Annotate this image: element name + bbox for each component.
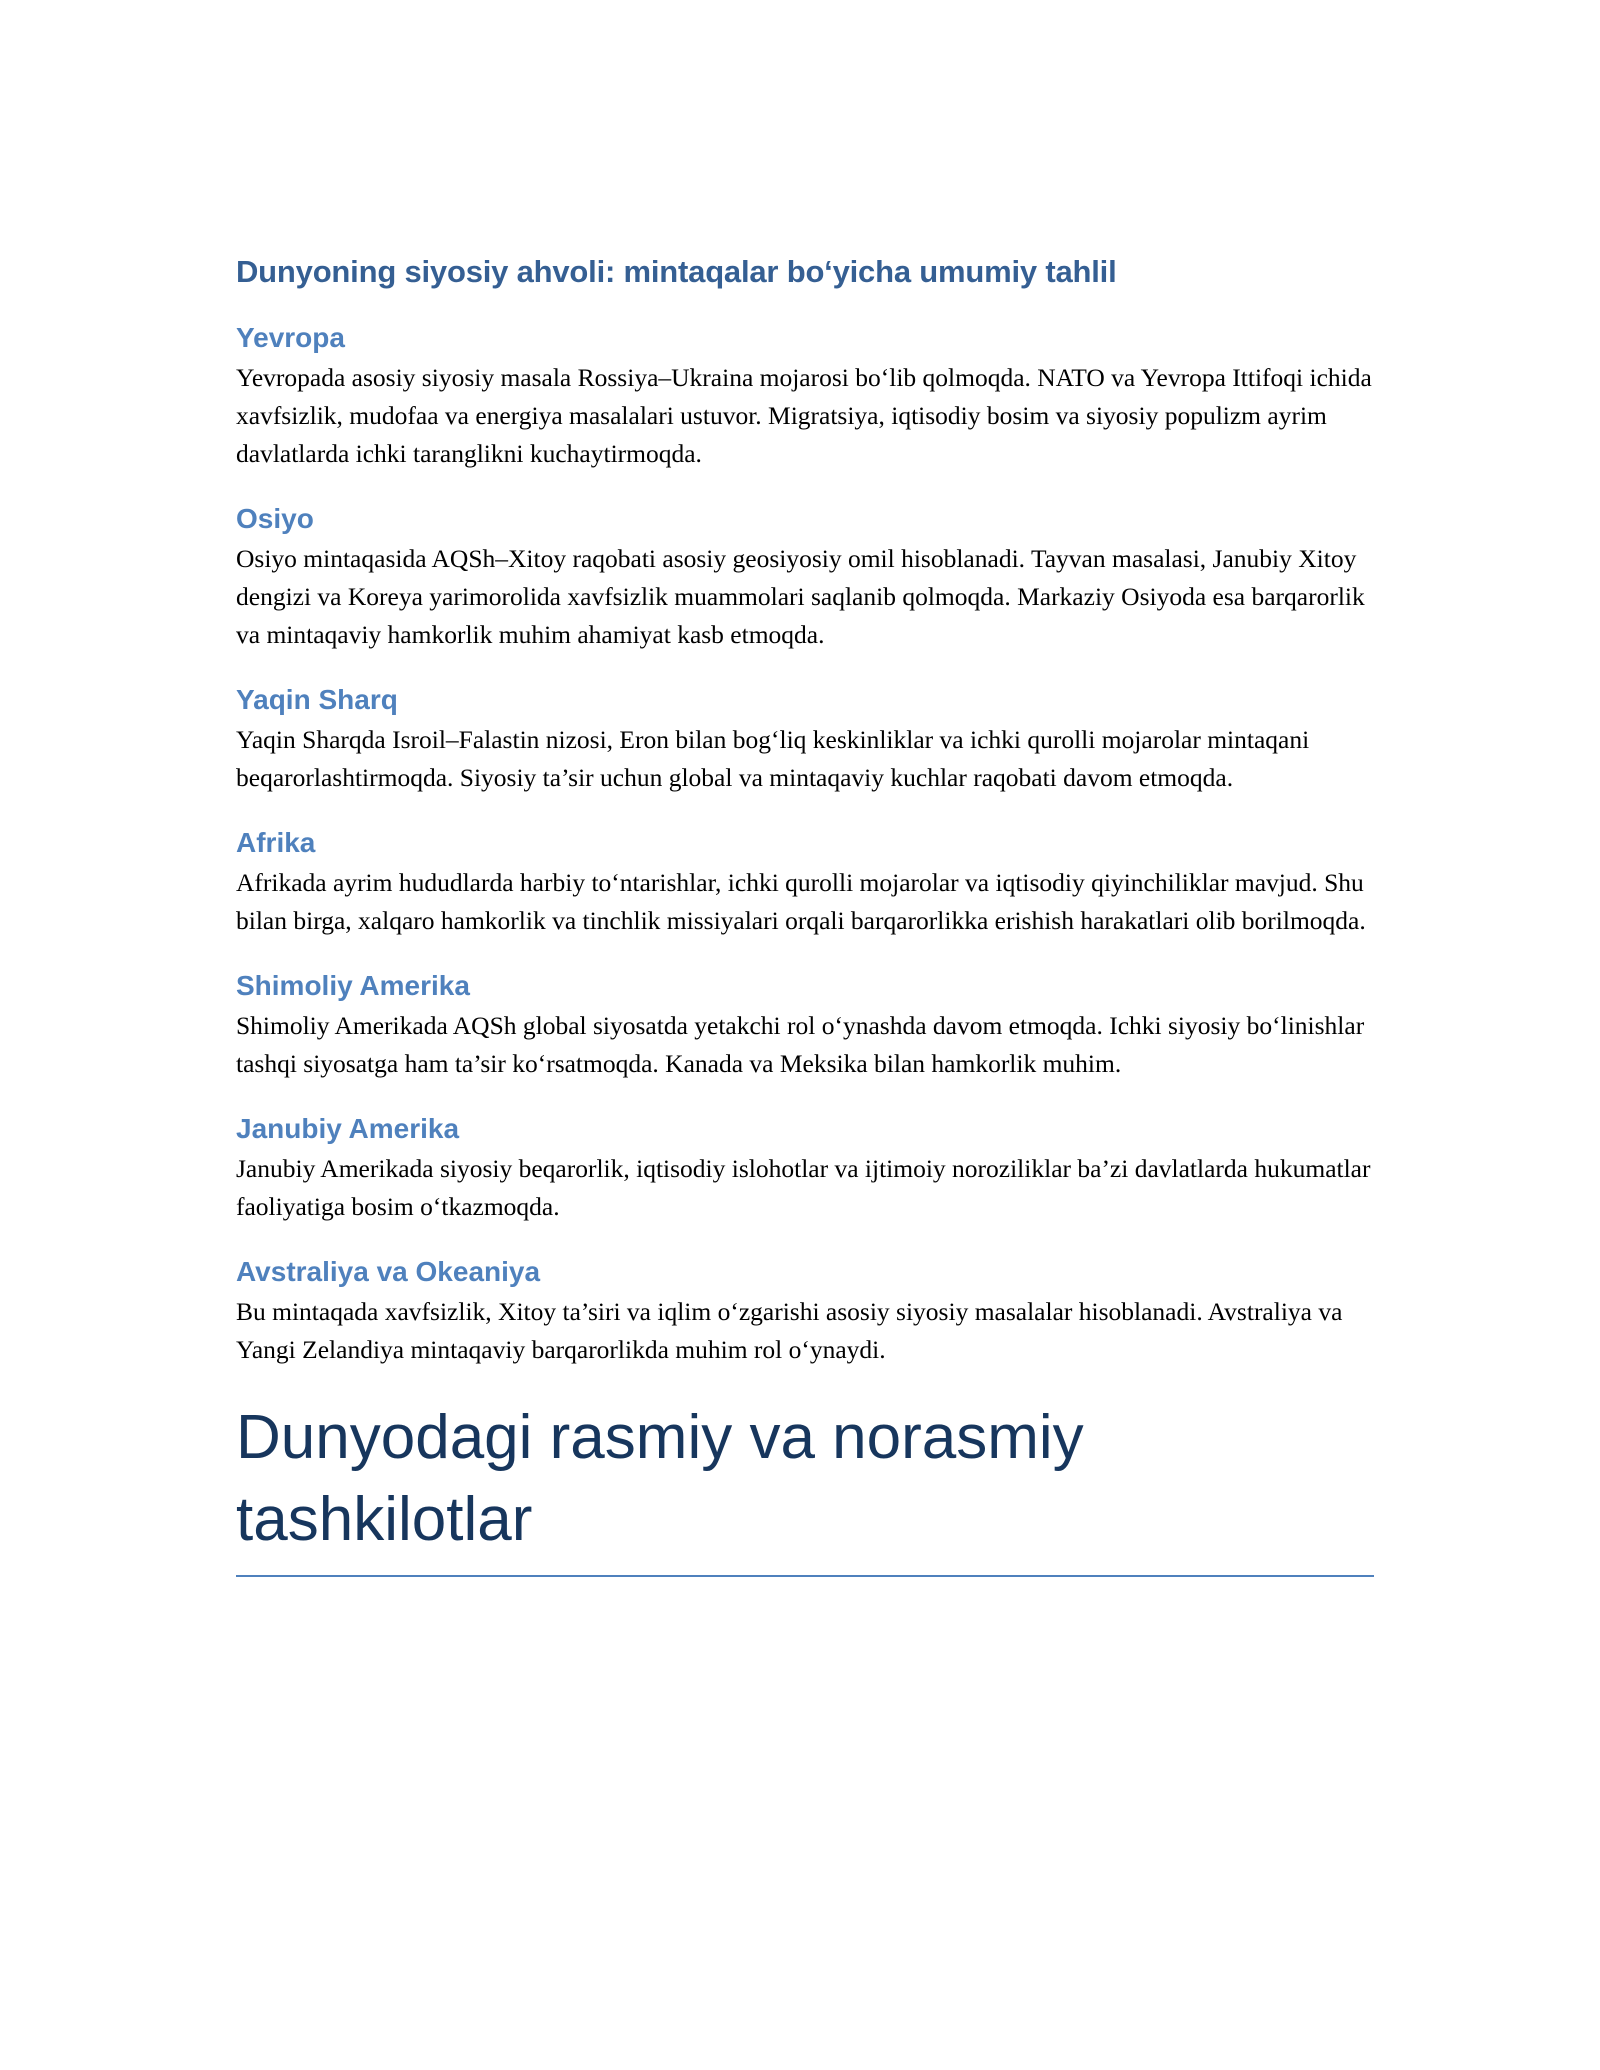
section-body: Afrikada ayrim hududlarda harbiy to‘ntarishlar, ichki qurolli mojarolar va iqtisodiy qiyinchiliklar mavjud. Shu bilan birga, xalqaro hamkorlik va tinchlik missiyalari orqali barqarorlikka erishish harakatlari olib borilmoqda. [236,868,1366,935]
section-title: Janubiy Amerika [236,1113,460,1144]
section-title: Shimoliy Amerika [236,970,470,1001]
document-heading: Dunyoning siyosiy ahvoli: mintaqalar bo‘yicha umumiy tahlil [236,254,1117,289]
section-middle-east [236,682,1374,797]
section-africa [236,825,1374,940]
section-body: Yaqin Sharqda Isroil–Falastin nizosi, Eron bilan bog‘liq keskinliklar va ichki qurolli mojarolar mintaqani beqarorlashtirmoqda. Siyosiy ta’sir uchun global va mintaqaviy kuchlar raqobati davom etmoqda. [236,725,1310,792]
section-title: Avstraliya va Okeaniya [236,1256,541,1287]
section-title: Osiyo [236,503,314,534]
section-south-america [236,1111,1374,1226]
section-title: Afrika [236,827,316,858]
section-title: Yaqin Sharq [236,684,398,715]
section-title: Yevropa [236,322,345,353]
section-north-america [236,968,1374,1083]
section-body: Shimoliy Amerikada AQSh global siyosatda yetakchi rol o‘ynashda davom etmoqda. Ichki siyosiy bo‘linishlar tashqi siyosatga ham ta’sir ko‘rsatmoqda. Kanada va Meksika bilan hamkorlik muhim. [236,1011,1365,1078]
chapter-title: Dunyodagi rasmiy va norasmiy tashkilotlar [236,1397,1374,1577]
section-body: Janubiy Amerikada siyosiy beqarorlik, iqtisodiy islohotlar va ijtimoiy noroziliklar ba’zi davlatlarda hukumatlar faoliyatiga bosim o‘tkazmoqda. [236,1154,1371,1221]
section-body: Yevropada asosiy siyosiy masala Rossiya–Ukraina mojarosi bo‘lib qolmoqda. NATO va Yevropa Ittifoqi ichida xavfsizlik, mudofaa va energiya masalalari ustuvor. Migratsiya, iqtisodiy bosim va siyosiy populizm ayrim davlatlarda ichki taranglikni kuchaytirmoqda. [236,363,1372,468]
document-content [236,252,1374,1577]
section-asia [236,501,1374,654]
section-body: Osiyo mintaqasida AQSh–Xitoy raqobati asosiy geosiyosiy omil hisoblanadi. Tayvan masalasi, Janubiy Xitoy dengizi va Koreya yarimorolida xavfsizlik muammolari saqlanib qolmoqda. Markaziy Osiyoda esa barqarorlik va mintaqaviy hamkorlik muhim ahamiyat kasb etmoqda. [236,544,1365,649]
section-europe [236,320,1374,473]
section-oceania [236,1254,1374,1369]
section-body: Bu mintaqada xavfsizlik, Xitoy ta’siri va iqlim o‘zgarishi asosiy siyosiy masalalar hisoblanadi. Avstraliya va Yangi Zelandiya mintaqaviy barqarorlikda muhim rol o‘ynaydi. [236,1297,1343,1364]
